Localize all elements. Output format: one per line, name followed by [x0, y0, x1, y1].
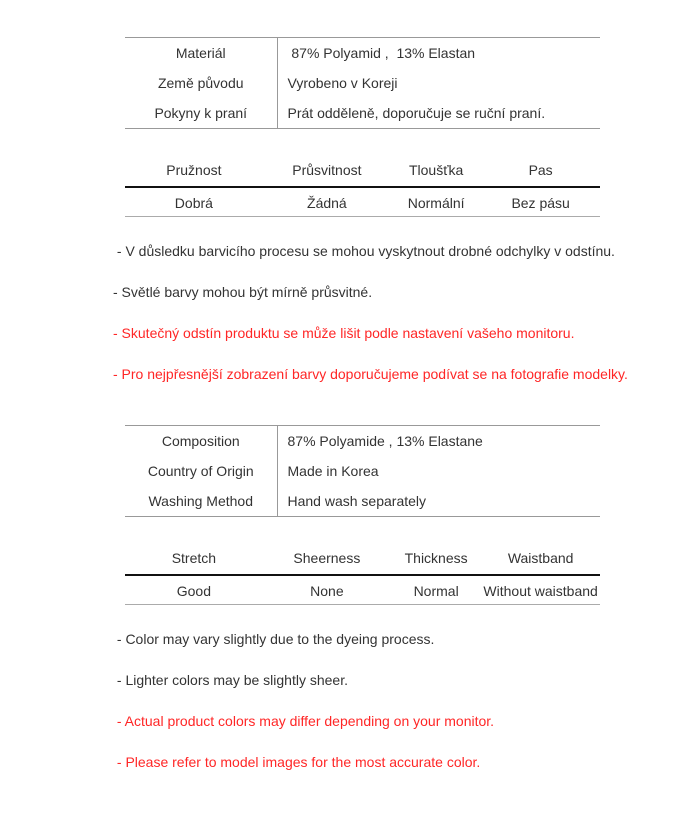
info-value-origin: Made in Korea — [287, 463, 379, 479]
prop-header-thickness: Tloušťka — [391, 162, 481, 187]
notes-english — [113, 631, 700, 771]
note-line: - Světlé barvy mohou být mírně průsvitné. — [113, 284, 373, 300]
note-line: - V důsledku barvicího procesu se mohou vyskytnout drobné odchylky v odstínu. — [113, 243, 615, 259]
props-header-row — [125, 550, 600, 575]
info-label-material: Materiál — [125, 38, 277, 69]
prop-header-stretch: Pružnost — [125, 162, 263, 187]
prop-header-waistband: Waistband — [481, 550, 600, 575]
props-table-czech — [125, 162, 600, 217]
props-header-row — [125, 162, 600, 187]
info-row — [125, 456, 600, 486]
section-czech — [0, 37, 700, 383]
info-row — [125, 486, 600, 517]
info-table-czech — [125, 37, 600, 129]
prop-value-thickness: Normální — [391, 187, 481, 217]
info-label-origin: Country of Origin — [125, 456, 277, 486]
props-value-row — [125, 187, 600, 217]
note-line-red: - Actual product colors may differ depending on your monitor. — [113, 713, 495, 729]
props-table-english — [125, 550, 600, 605]
prop-value-sheerness: None — [263, 575, 391, 605]
prop-header-stretch: Stretch — [125, 550, 263, 575]
prop-value-sheerness: Žádná — [263, 187, 391, 217]
info-label-origin: Země původu — [125, 68, 277, 98]
info-value-washing: Prát odděleně, doporučuje se ruční praní. — [287, 105, 546, 121]
info-label-composition: Composition — [125, 426, 277, 457]
info-value-material: 87% Polyamid , 13% Elastan — [287, 45, 476, 61]
prop-header-thickness: Thickness — [391, 550, 481, 575]
info-value-origin: Vyrobeno v Koreji — [287, 75, 398, 91]
info-row — [125, 68, 600, 98]
info-value-composition: 87% Polyamide , 13% Elastane — [287, 433, 483, 449]
prop-header-sheerness: Průsvitnost — [263, 162, 391, 187]
product-detail-page — [0, 37, 700, 837]
info-row — [125, 38, 600, 69]
info-table-english — [125, 425, 600, 517]
note-line-red: - Pro nejpřesnější zobrazení barvy doporučujeme podívat se na fotografie modelky. — [113, 366, 628, 382]
props-value-row — [125, 575, 600, 605]
notes-czech — [113, 243, 700, 383]
note-line: - Lighter colors may be slightly sheer. — [113, 672, 348, 688]
prop-header-sheerness: Sheerness — [263, 550, 391, 575]
note-line-red: - Please refer to model images for the most accurate color. — [113, 754, 481, 770]
prop-value-thickness: Normal — [391, 575, 481, 605]
prop-value-stretch: Dobrá — [125, 187, 263, 217]
prop-value-stretch: Good — [125, 575, 263, 605]
info-row — [125, 98, 600, 129]
prop-header-waistband: Pas — [481, 162, 600, 187]
info-label-washing: Pokyny k praní — [125, 98, 277, 129]
section-english — [0, 425, 700, 771]
info-value-washing: Hand wash separately — [287, 493, 427, 509]
info-label-washing: Washing Method — [125, 486, 277, 517]
info-row — [125, 426, 600, 457]
note-line: - Color may vary slightly due to the dyeing process. — [113, 631, 435, 647]
note-line-red: - Skutečný odstín produktu se může lišit podle nastavení vašeho monitoru. — [113, 325, 575, 341]
prop-value-waistband: Without waistband — [481, 575, 600, 605]
prop-value-waistband: Bez pásu — [481, 187, 600, 217]
